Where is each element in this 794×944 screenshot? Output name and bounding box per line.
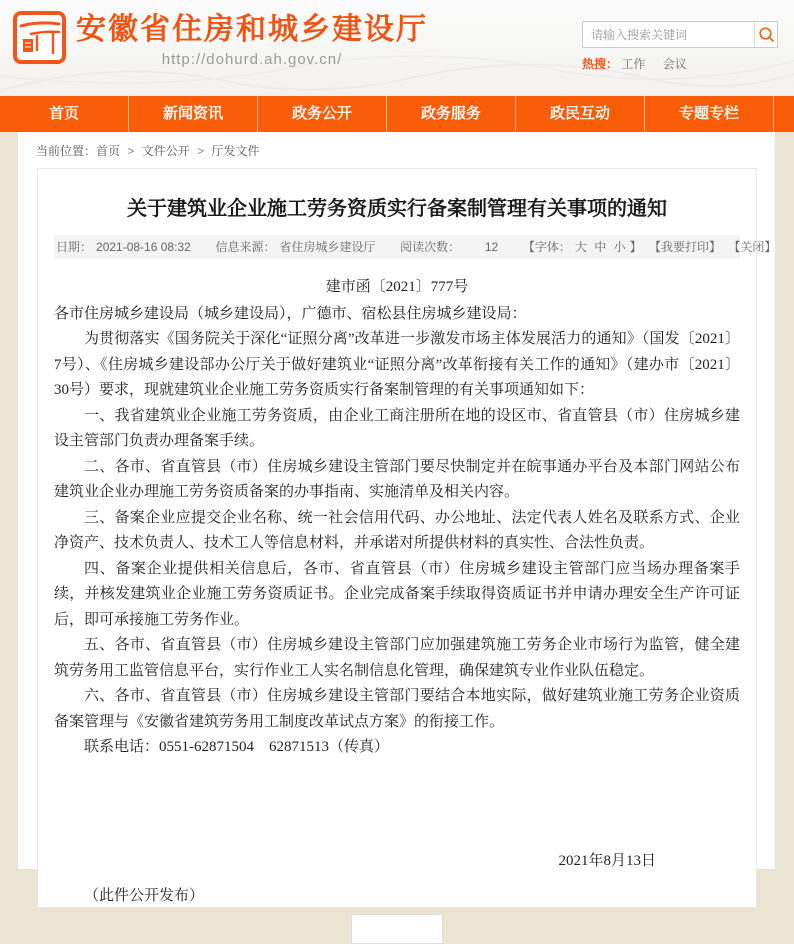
document-paragraph: 一、我省建筑业企业施工劳务资质，由企业工商注册所在地的设区市、省直管县（市）住房城乡建设主管部门负责办理备案手续。 — [54, 407, 740, 449]
print-button[interactable]: 【我要打印】 — [649, 240, 722, 254]
breadcrumb-link-documents[interactable]: 文件公开 — [141, 144, 190, 158]
meta-source-label: 信息来源： — [215, 240, 276, 254]
document-salutation: 各市住房城乡建设局（城乡建设局），广德市、宿松县住房城乡建设局： — [54, 305, 527, 322]
document-sign-date: 2021年8月13日 — [558, 852, 656, 869]
document-paragraph: 五、各市、省直管县（市）住房城乡建设主管部门应加强建筑施工劳务企业市场行为监管，健全建筑劳务用工监管信息平台，实行作业工人实名制信息化管理，确保建筑专业作业队伍稳定。 — [54, 637, 740, 679]
nav-item-news[interactable]: 新闻资讯 — [129, 96, 258, 132]
hot-search-row — [582, 55, 778, 72]
nav-spacer — [774, 96, 794, 132]
breadcrumb — [18, 132, 775, 165]
breadcrumb-link-home[interactable]: 首页 — [96, 144, 121, 158]
document-paragraph: 四、备案企业提供相关信息后，各市、省直管县（市）住房城乡建设主管部门应当场办理备案手续，并核发建筑业企业施工劳务资质证书。企业完成备案手续取得资质证书并申请办理安全生产许可证后，即可承接施工劳务作业。 — [54, 560, 740, 628]
article-meta-bar — [54, 235, 777, 259]
contact-phone-line: 联系电话：0551-62871504 62871513（传真） — [84, 739, 389, 755]
meta-source-value: 省住房城乡建设厅 — [279, 240, 376, 254]
hot-search-link-meeting[interactable]: 会议 — [662, 57, 687, 71]
site-title: 安徽省住房和城乡建设厅 — [76, 13, 428, 46]
meta-font-prefix: 【字体： — [522, 240, 571, 254]
hot-search-link-work[interactable]: 工作 — [621, 57, 646, 71]
close-button[interactable]: 【关闭】 — [728, 240, 777, 254]
document-body — [38, 275, 756, 944]
article-title: 关于建筑业企业施工劳务资质实行备案制管理有关事项的通知 — [127, 198, 667, 220]
meta-font-suffix: 】 — [629, 240, 642, 254]
search-button[interactable] — [754, 22, 777, 47]
breadcrumb-separator: > — [197, 144, 205, 158]
meta-views-value: 12 — [484, 240, 499, 254]
meta-views-label: 阅读次数： — [400, 240, 461, 254]
nav-item-home[interactable]: 首页 — [0, 96, 129, 132]
font-size-small-button[interactable]: 小 — [613, 240, 626, 254]
site-logo-icon — [13, 11, 66, 64]
main-nav — [0, 96, 794, 132]
document-paragraph: 三、备案企业应提交企业名称、统一社会信用代码、办公地址、法定代表人姓名及联系方式、企业净资产、技术负责人、技术工人等信息材料，并承诺对所提供材料的真实性、合法性负责。 — [54, 509, 740, 551]
breadcrumb-link-dept-files[interactable]: 厅发文件 — [211, 144, 260, 158]
nav-item-gov-service[interactable]: 政务服务 — [387, 96, 516, 132]
site-header — [0, 0, 794, 96]
content-area — [18, 132, 777, 904]
search-area — [582, 21, 778, 72]
nav-item-special[interactable]: 专题专栏 — [645, 96, 774, 132]
document-number: 建市函〔2021〕777号 — [325, 279, 469, 295]
nav-item-gov-open[interactable]: 政务公开 — [258, 96, 387, 132]
partially-visible-button[interactable] — [351, 914, 443, 944]
article-container — [37, 168, 777, 908]
document-paragraph: 二、各市、省直管县（市）住房城乡建设主管部门要尽快制定并在皖事通办平台及本部门网站公布建筑业企业办理施工劳务资质备案的办事指南、实施清单及相关内容。 — [54, 458, 740, 500]
font-size-medium-button[interactable]: 中 — [594, 240, 607, 254]
breadcrumb-separator: > — [127, 144, 135, 158]
font-size-large-button[interactable]: 大 — [574, 240, 587, 254]
search-input[interactable] — [583, 22, 754, 47]
nav-item-interaction[interactable]: 政民互动 — [516, 96, 645, 132]
hot-search-label: 热搜： — [582, 57, 619, 71]
site-url: http://dohurd.ah.gov.cn/ — [161, 51, 343, 68]
document-paragraph: 六、各市、省直管县（市）住房城乡建设主管部门要结合本地实际，做好建筑业施工劳务企业资质备案管理与《安徽省建筑劳务用工制度改革试点方案》的衔接工作。 — [54, 688, 740, 730]
site-brand — [76, 12, 428, 68]
public-release-note: （此件公开发布） — [84, 888, 205, 904]
search-box — [582, 21, 778, 48]
search-icon — [758, 26, 775, 43]
meta-date-label: 日期： — [56, 240, 93, 254]
breadcrumb-label: 当前位置： — [36, 144, 97, 158]
document-paragraph: 为贯彻落实《国务院关于深化“证照分离”改革进一步激发市场主体发展活力的通知》（国发〔2021〕7号）、《住房城乡建设部办公厅关于做好建筑业“证照分离”改革衔接有关工作的通知》（建办市〔2021〕30号）要求，现就建筑业企业施工劳务资质实行备案制管理的有关事项通知如下： — [54, 331, 740, 398]
meta-date-value: 2021-08-16 08:32 — [96, 240, 191, 254]
